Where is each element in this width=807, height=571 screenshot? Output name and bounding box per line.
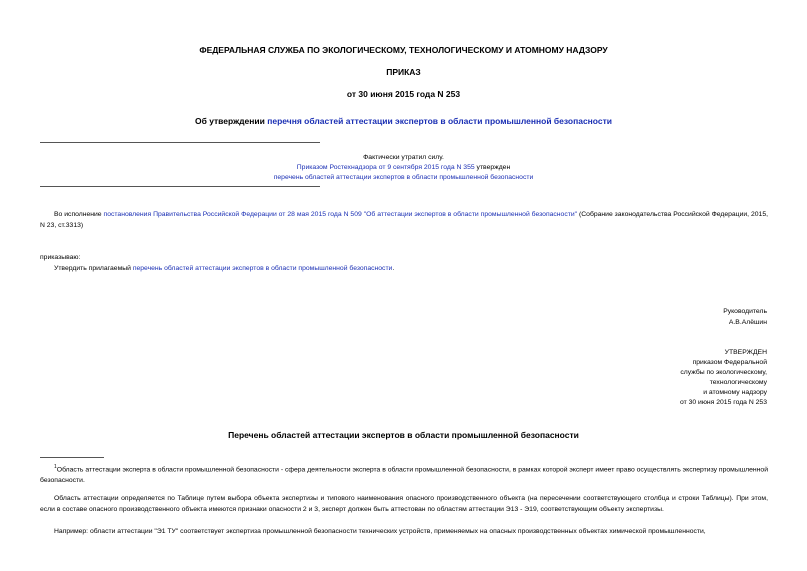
order-word: приказываю: <box>40 254 81 261</box>
paragraph-area-definition: Область аттестации определяется по Таблице путем выбора объекта экспертизы и типового наименования опасного производственного объекта (на пересечении соответствующего столбца и строки Таблицы). При этом, если в составе опасного производственного объекта имеются признаки опасности 2 и 3, эксперт должен быть аттестован по областям аттестации Э13 - Э19, соответствующим объекту экспертизы. <box>40 495 768 513</box>
list-link[interactable]: перечень областей аттестации экспертов в области промышленной безопасности <box>132 265 393 272</box>
paragraph-approve <box>40 263 768 274</box>
notice-line-3-link[interactable]: перечень областей аттестации экспертов в области промышленной безопасности <box>273 174 534 181</box>
signature-name: А.В.Алёшин <box>728 319 767 326</box>
order-subject-link[interactable]: перечня областей аттестации экспертов в области промышленной безопасности <box>267 116 613 126</box>
approved-line-5: и атомному надзору <box>703 389 767 396</box>
decree-link[interactable]: постановления Правительства Российской Федерации от 28 мая 2015 года N 509 "Об аттестации экспертов в области промышленной безопасности" <box>103 211 578 218</box>
order-title: ПРИКАЗ <box>386 67 421 77</box>
approved-line-2: приказом Федеральной <box>692 359 767 366</box>
approved-line-3: службы по экологическому, <box>680 369 767 376</box>
paragraph-execution <box>40 209 768 231</box>
footnote-text <box>40 462 768 486</box>
notice-link[interactable]: Приказом Ростехнадзора от 9 сентября 2015 года N 355 <box>296 164 475 171</box>
p2-suffix: . <box>392 265 395 272</box>
footnote-mark: 1 <box>54 464 57 470</box>
p2-prefix: Утвердить прилагаемый <box>54 265 133 272</box>
order-date: от 30 июня 2015 года N 253 <box>346 89 461 99</box>
approved-line-4: технологическому <box>709 379 767 386</box>
footnote-divider <box>40 457 104 458</box>
order-subject-prefix: Об утверждении <box>194 116 268 126</box>
order-subject <box>0 116 807 126</box>
signature-title: Руководитель <box>723 308 767 315</box>
paragraph-example: Например: области аттестации "Э1 ТУ" соответствует экспертиза промышленной безопасности технических устройств, применяемых на опасных производственных объектах химической промышленности, <box>54 528 706 535</box>
p1-prefix: Во исполнение <box>54 211 104 218</box>
list-title: Перечень областей аттестации экспертов в области промышленной безопасности <box>228 430 579 440</box>
divider-bottom <box>40 186 320 187</box>
footnote-body: Область аттестации эксперта в области промышленной безопасности - сфера деятельности эксперта в области промышленной безопасности, в рамках которой эксперт имеет право осуществлять экспертизу промышленной безопасности. <box>40 466 768 485</box>
notice-line-2 <box>0 163 807 173</box>
divider-top <box>40 142 320 143</box>
notice-line-1: Фактически утратил силу. <box>363 154 444 161</box>
approved-line-1: УТВЕРЖДЕН <box>724 349 767 356</box>
approved-line-6: от 30 июня 2015 года N 253 <box>679 399 767 406</box>
agency-name: ФЕДЕРАЛЬНАЯ СЛУЖБА ПО ЭКОЛОГИЧЕСКОМУ, ТЕХНОЛОГИЧЕСКОМУ И АТОМНОМУ НАДЗОРУ <box>199 45 608 55</box>
p1-suffix: (Собрание законодательства Российской Федерации, 2015, N 23, ст.3313) <box>40 211 768 229</box>
notice-line-2-suffix: утвержден <box>474 164 511 171</box>
